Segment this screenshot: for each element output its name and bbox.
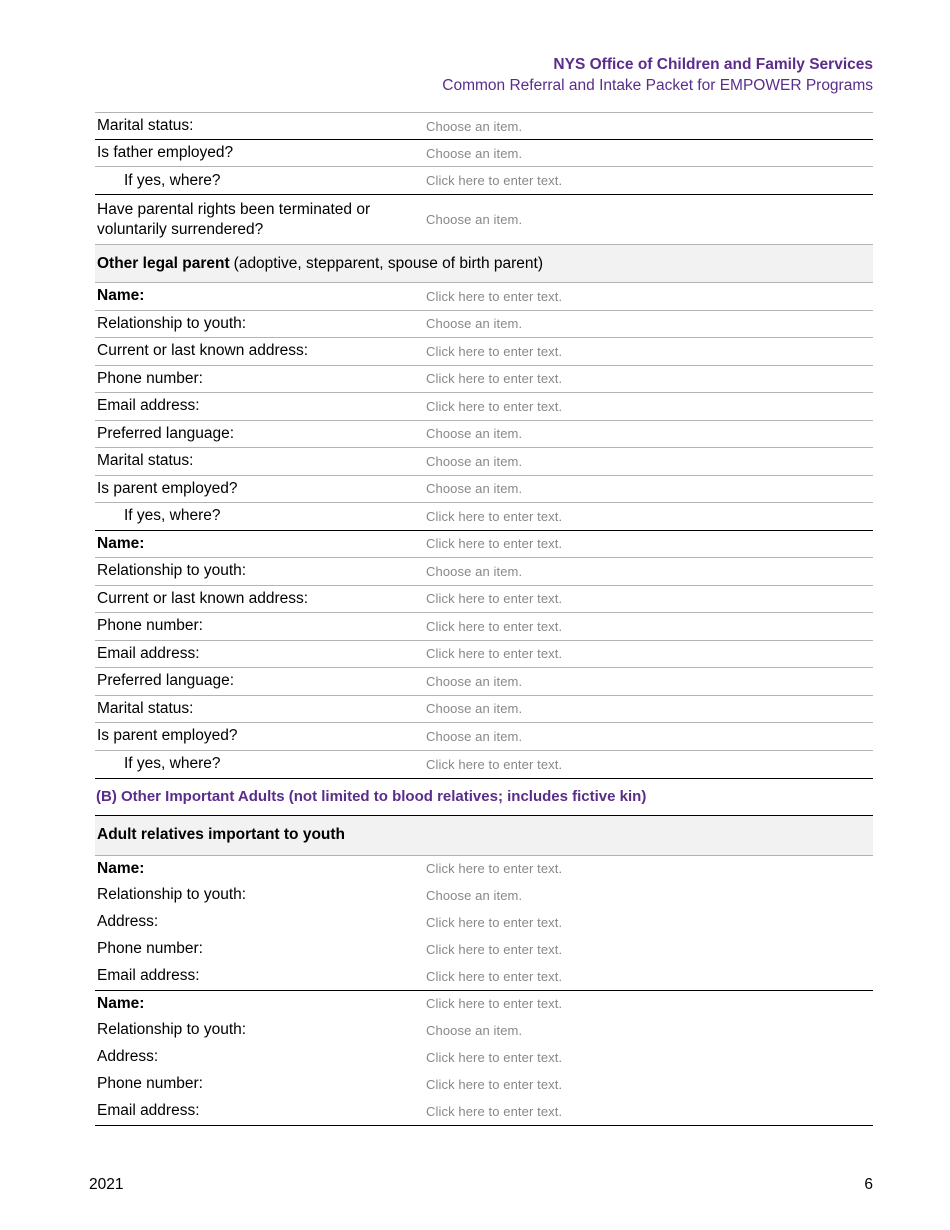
form-row: [95, 365, 873, 393]
page-number: 6: [864, 1176, 873, 1193]
form-row: [95, 530, 873, 558]
field-label: Email address:: [97, 1102, 200, 1119]
footer-year: 2021: [89, 1176, 124, 1193]
form-row: [95, 695, 873, 723]
form-row: [95, 722, 873, 750]
dropdown-field[interactable]: Choose an item.: [426, 1022, 523, 1038]
form-row: [95, 909, 873, 936]
page-header: [442, 55, 873, 97]
form-row: [95, 447, 873, 475]
form-row: [95, 1071, 873, 1098]
form-row: [95, 585, 873, 613]
text-field[interactable]: Click here to enter text.: [426, 591, 563, 607]
field-label: If yes, where?: [124, 507, 221, 525]
form-row: [95, 990, 873, 1017]
field-label: Current or last known address:: [97, 342, 309, 360]
text-field[interactable]: Click here to enter text.: [426, 1076, 563, 1092]
field-label: Name:: [97, 534, 145, 552]
section-b-heading: (B) Other Important Adults (not limited to blood relatives; includes fictive kin): [95, 778, 873, 815]
text-field[interactable]: Click here to enter text.: [426, 288, 563, 304]
field-label: Is parent employed?: [97, 727, 238, 745]
field-label: Relationship to youth:: [97, 1021, 247, 1038]
dropdown-field[interactable]: Choose an item.: [426, 728, 523, 744]
field-label: Address:: [97, 913, 159, 930]
field-label: Preferred language:: [97, 424, 235, 442]
form-row: [95, 112, 873, 139]
text-field[interactable]: Click here to enter text.: [426, 398, 563, 414]
table-bottom-rule: [95, 1125, 873, 1126]
dropdown-field[interactable]: Choose an item.: [426, 145, 523, 161]
form-row: [95, 166, 873, 194]
subsection-header: [95, 815, 873, 855]
dropdown-field[interactable]: Choose an item.: [426, 673, 523, 689]
dropdown-field[interactable]: Choose an item.: [426, 118, 523, 134]
field-label: Is father employed?: [97, 144, 234, 161]
dropdown-field[interactable]: Choose an item.: [426, 453, 523, 469]
dropdown-field[interactable]: Choose an item.: [426, 316, 523, 332]
form-row: [95, 1017, 873, 1044]
field-label: [95, 200, 426, 240]
form-row: [95, 194, 873, 244]
text-field[interactable]: Click here to enter text.: [426, 343, 563, 359]
section-subtitle: (adoptive, stepparent, spouse of birth parent): [233, 254, 543, 272]
field-label: If yes, where?: [124, 755, 221, 772]
form-row: [95, 337, 873, 365]
form-row: [95, 1044, 873, 1071]
dropdown-field[interactable]: Choose an item.: [426, 563, 523, 579]
form-row: [95, 282, 873, 310]
text-field[interactable]: Click here to enter text.: [426, 861, 563, 876]
field-label: Marital status:: [97, 452, 194, 470]
text-field[interactable]: Click here to enter text.: [426, 914, 563, 930]
field-label: If yes, where?: [124, 171, 221, 189]
intake-form: [95, 112, 873, 1126]
field-label: Is parent employed?: [97, 479, 238, 497]
form-row: [95, 392, 873, 420]
subsection-title: Adult relatives important to youth: [97, 826, 346, 843]
form-row: [95, 557, 873, 585]
field-label: Marital status:: [97, 117, 194, 134]
form-row: [95, 882, 873, 909]
text-field[interactable]: Click here to enter text.: [426, 1103, 563, 1119]
field-label: Name:: [97, 994, 145, 1012]
section-header: [95, 244, 873, 282]
field-label: Phone number:: [97, 369, 203, 387]
field-label: Address:: [97, 1048, 159, 1065]
text-field[interactable]: Click here to enter text.: [426, 536, 563, 552]
org-name: NYS Office of Children and Family Services: [553, 56, 873, 73]
dropdown-field[interactable]: Choose an item.: [426, 887, 523, 903]
field-label: Phone number:: [97, 617, 203, 635]
dropdown-field[interactable]: Choose an item.: [426, 212, 523, 227]
field-label: Phone number:: [97, 1075, 203, 1092]
text-field[interactable]: Click here to enter text.: [426, 646, 563, 662]
field-label: Email address:: [97, 967, 200, 984]
field-label: Relationship to youth:: [97, 562, 247, 580]
form-row: [95, 139, 873, 166]
form-row: [95, 502, 873, 530]
form-row: [95, 420, 873, 448]
text-field[interactable]: Click here to enter text.: [426, 173, 563, 188]
form-row: [95, 936, 873, 963]
field-label: Marital status:: [97, 699, 194, 717]
text-field[interactable]: Click here to enter text.: [426, 756, 563, 772]
field-label: Current or last known address:: [97, 589, 309, 607]
text-field[interactable]: Click here to enter text.: [426, 508, 563, 524]
field-label: Relationship to youth:: [97, 314, 247, 332]
form-row: [95, 750, 873, 778]
field-label: Phone number:: [97, 940, 203, 957]
form-row: [95, 640, 873, 668]
field-label: Preferred language:: [97, 672, 235, 690]
field-label-line: Have parental rights been terminated or: [97, 200, 371, 218]
text-field[interactable]: Click here to enter text.: [426, 1049, 563, 1065]
form-row: [95, 612, 873, 640]
field-label: Name:: [97, 287, 145, 305]
section-title: Other legal parent: [97, 254, 230, 272]
text-field[interactable]: Click here to enter text.: [426, 618, 563, 634]
form-row: [95, 310, 873, 338]
form-row: [95, 855, 873, 882]
field-label-line: voluntarily surrendered?: [97, 220, 264, 238]
field-label: Email address:: [97, 644, 200, 662]
document-subtitle: Common Referral and Intake Packet for EMPOWER Programs: [442, 77, 873, 94]
field-label: Name:: [97, 859, 145, 877]
form-row: [95, 475, 873, 503]
field-label: Email address:: [97, 397, 200, 415]
text-field[interactable]: Click here to enter text.: [426, 371, 563, 387]
dropdown-field[interactable]: Choose an item.: [426, 426, 523, 442]
dropdown-field[interactable]: Choose an item.: [426, 481, 523, 497]
form-row: [95, 963, 873, 990]
form-row: [95, 1098, 873, 1125]
text-field[interactable]: Click here to enter text.: [426, 941, 563, 957]
form-row: [95, 667, 873, 695]
field-label: Relationship to youth:: [97, 886, 247, 903]
dropdown-field[interactable]: Choose an item.: [426, 701, 523, 717]
text-field[interactable]: Click here to enter text.: [426, 968, 563, 984]
text-field[interactable]: Click here to enter text.: [426, 996, 563, 1011]
